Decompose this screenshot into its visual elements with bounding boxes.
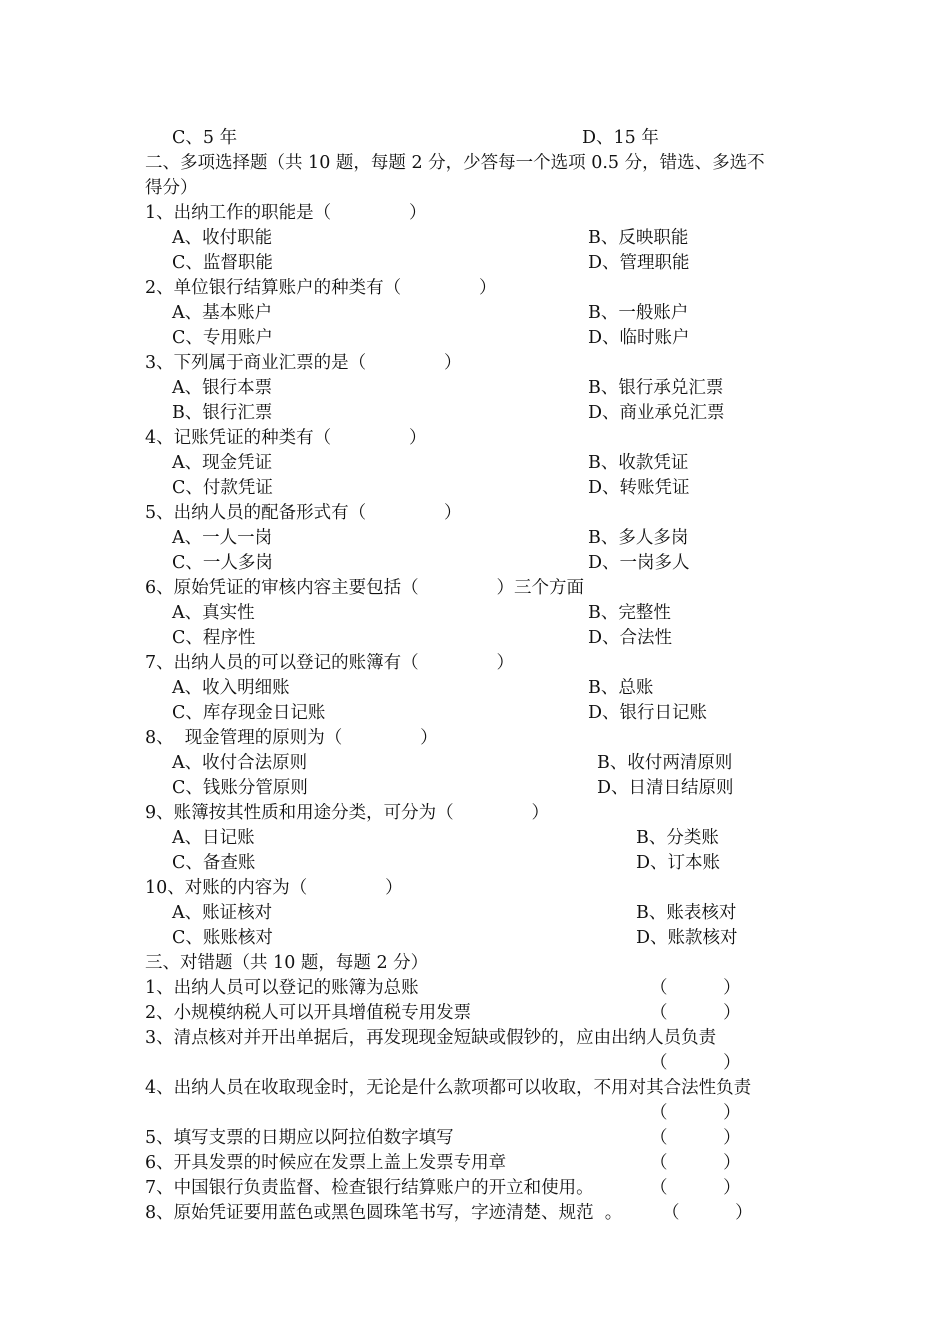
true-false-item	[0, 976, 950, 1000]
option-a: A、银行本票	[172, 378, 273, 398]
options-row	[0, 626, 950, 650]
options-row	[0, 901, 950, 925]
question-row	[0, 801, 950, 825]
option-b: B、一般账户	[588, 303, 689, 323]
true-false-item	[0, 1026, 950, 1050]
question-row	[0, 726, 950, 750]
option-a: A、现金凭证	[172, 453, 273, 473]
option-d: D、银行日记账	[588, 703, 708, 723]
option-d: D、商业承兑汇票	[588, 403, 725, 423]
options-row	[0, 676, 950, 700]
answer-row	[0, 1051, 950, 1075]
question-row	[0, 876, 950, 900]
question-text: 5、出纳人员的配备形式有（ ）	[145, 503, 462, 523]
answer-blank: （ ）	[650, 1153, 741, 1173]
statement-text: 4、出纳人员在收取现金时，无论是什么款项都可以收取，不用对其合法性负责	[145, 1078, 752, 1098]
option-d: D、账款核对	[636, 928, 738, 948]
option-a: A、日记账	[172, 828, 255, 848]
option-c: C、5 年	[172, 128, 238, 148]
question-row	[0, 501, 950, 525]
option-a: A、收付职能	[172, 228, 273, 248]
question-row	[0, 576, 950, 600]
question-text: 9、账簿按其性质和用途分类，可分为（ ）	[145, 803, 550, 823]
answer-blank: （ ）	[650, 1003, 741, 1023]
answer-blank: （ ）	[650, 1053, 741, 1073]
options-row	[0, 326, 950, 350]
question-text: 4、记账凭证的种类有（ ）	[145, 428, 427, 448]
true-false-item	[0, 1126, 950, 1150]
question-row	[0, 651, 950, 675]
option-a: A、一人一岗	[172, 528, 273, 548]
options-row	[0, 451, 950, 475]
option-c: B、银行汇票	[172, 403, 273, 423]
option-b: B、分类账	[636, 828, 719, 848]
option-b: B、账表核对	[636, 903, 737, 923]
true-false-item	[0, 1201, 950, 1225]
question-text: 2、单位银行结算账户的种类有（ ）	[145, 278, 497, 298]
true-false-item	[0, 1151, 950, 1175]
intro-options-row	[0, 126, 950, 150]
option-c: C、一人多岗	[172, 553, 273, 573]
options-row	[0, 251, 950, 275]
section-heading: 二、多项选择题（共 10 题，每题 2 分，少答每一个选项 0.5 分，错选、多选不	[145, 153, 765, 173]
option-c: C、备查账	[172, 853, 256, 873]
option-c: C、专用账户	[172, 328, 273, 348]
options-row	[0, 701, 950, 725]
statement-text: 6、开具发票的时候应在发票上盖上发票专用章	[145, 1153, 507, 1173]
option-c: C、钱账分管原则	[172, 778, 308, 798]
question-row	[0, 276, 950, 300]
option-c: C、付款凭证	[172, 478, 273, 498]
question-text: 8、 现金管理的原则为（ ）	[145, 728, 438, 748]
answer-blank: （ ）	[662, 1203, 753, 1223]
question-text: 3、下列属于商业汇票的是（ ）	[145, 353, 462, 373]
option-d: D、管理职能	[588, 253, 690, 273]
question-text: 10、对账的内容为（ ）	[145, 878, 403, 898]
statement-text: 7、中国银行负责监督、检查银行结算账户的开立和使用。	[145, 1178, 594, 1198]
option-a: A、基本账户	[172, 303, 273, 323]
options-row	[0, 751, 950, 775]
options-row	[0, 301, 950, 325]
answer-blank: （ ）	[650, 1178, 741, 1198]
option-a: A、真实性	[172, 603, 255, 623]
options-row	[0, 526, 950, 550]
options-row	[0, 926, 950, 950]
option-b: B、完整性	[588, 603, 671, 623]
options-row	[0, 551, 950, 575]
option-b: B、总账	[588, 678, 654, 698]
statement-text: 1、出纳人员可以登记的账簿为总账	[145, 978, 419, 998]
options-row	[0, 826, 950, 850]
options-row	[0, 401, 950, 425]
option-d: D、订本账	[636, 853, 721, 873]
options-row	[0, 776, 950, 800]
option-d: D、合法性	[588, 628, 673, 648]
question-row	[0, 201, 950, 225]
answer-blank: （ ）	[650, 1128, 741, 1148]
option-b: B、收款凭证	[588, 453, 689, 473]
options-row	[0, 476, 950, 500]
options-row	[0, 376, 950, 400]
option-a: A、收入明细账	[172, 678, 290, 698]
question-text: 1、出纳工作的职能是（ ）	[145, 203, 427, 223]
options-row	[0, 601, 950, 625]
question-text: 6、原始凭证的审核内容主要包括（ ）三个方面	[145, 578, 585, 598]
option-d: D、转账凭证	[588, 478, 690, 498]
option-b: B、反映职能	[588, 228, 689, 248]
true-false-item	[0, 1076, 950, 1100]
option-a: A、账证核对	[172, 903, 273, 923]
section2-heading-line1	[0, 151, 950, 175]
option-d: D、15 年	[582, 128, 659, 148]
answer-row	[0, 1101, 950, 1125]
option-c: C、账账核对	[172, 928, 273, 948]
option-c: C、程序性	[172, 628, 256, 648]
option-c: C、监督职能	[172, 253, 273, 273]
statement-text: 2、小规模纳税人可以开具增值税专用发票	[145, 1003, 472, 1023]
question-row	[0, 426, 950, 450]
question-row	[0, 351, 950, 375]
section3-heading-row	[0, 951, 950, 975]
answer-blank: （ ）	[650, 978, 741, 998]
option-c: C、库存现金日记账	[172, 703, 326, 723]
option-d: D、日清日结原则	[597, 778, 734, 798]
answer-blank: （ ）	[650, 1103, 741, 1123]
option-b: B、收付两清原则	[597, 753, 733, 773]
section-heading: 得分）	[145, 178, 198, 198]
section-heading: 三、对错题（共 10 题，每题 2 分）	[145, 953, 429, 973]
option-b: B、多人多岗	[588, 528, 689, 548]
question-text: 7、出纳人员的可以登记的账簿有（ ）	[145, 653, 515, 673]
options-row	[0, 851, 950, 875]
option-a: A、收付合法原则	[172, 753, 308, 773]
option-b: B、银行承兑汇票	[588, 378, 724, 398]
true-false-item	[0, 1176, 950, 1200]
section2-heading-line2	[0, 176, 950, 200]
statement-text: 5、填写支票的日期应以阿拉伯数字填写	[145, 1128, 454, 1148]
true-false-item	[0, 1001, 950, 1025]
statement-text: 8、原始凭证要用蓝色或黑色圆珠笔书写，字迹清楚、规范 。	[145, 1203, 623, 1223]
option-d: D、临时账户	[588, 328, 690, 348]
statement-text: 3、清点核对并开出单据后，再发现现金短缺或假钞的，应由出纳人员负责	[145, 1028, 717, 1048]
options-row	[0, 226, 950, 250]
option-d: D、一岗多人	[588, 553, 690, 573]
